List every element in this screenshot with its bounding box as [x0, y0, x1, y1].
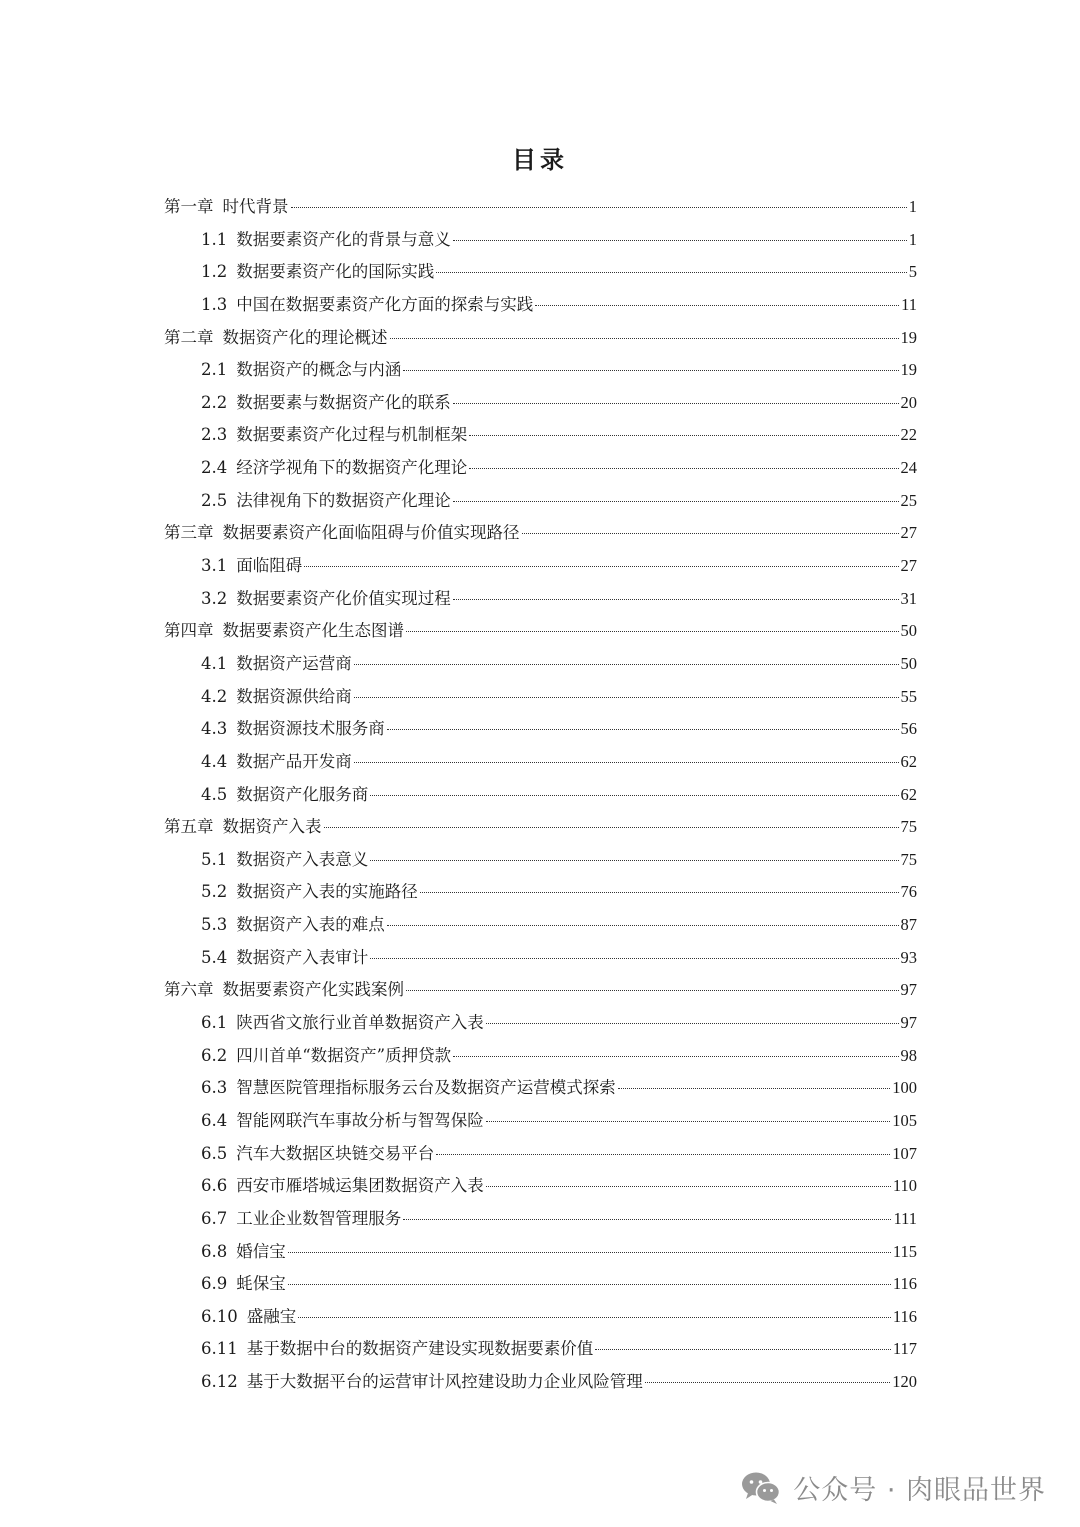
- toc-section-entry[interactable]: [164, 779, 917, 812]
- toc-dot-leader: [324, 826, 899, 828]
- toc-entry-label: 数据要素资产化价值实现过程: [236, 588, 451, 608]
- toc-entry-page: 97: [900, 980, 917, 1000]
- toc-dot-leader: [645, 1381, 891, 1383]
- toc-section-entry[interactable]: [164, 1170, 917, 1203]
- toc-section-entry[interactable]: [164, 354, 917, 387]
- toc-entry-label: 数据资产入表意义: [236, 849, 369, 869]
- toc-section-entry[interactable]: [164, 550, 917, 583]
- toc-entry-page: 105: [892, 1110, 917, 1130]
- toc-section-entry[interactable]: [164, 1007, 917, 1040]
- toc-chapter-entry[interactable]: [164, 191, 917, 224]
- toc-section-entry[interactable]: [164, 1040, 917, 1073]
- toc-entry-page: 55: [900, 686, 917, 706]
- toc-dot-leader: [370, 794, 898, 796]
- toc-entry-number: 1.3: [201, 294, 228, 314]
- toc-dot-leader: [486, 1185, 891, 1187]
- toc-entry-label: 数据资源技术服务商: [236, 719, 385, 739]
- toc-entry-label: 婚信宝: [236, 1241, 286, 1261]
- toc-entry-number: 6.5: [201, 1143, 228, 1163]
- toc-dot-leader: [390, 337, 899, 339]
- toc-entry-page: 116: [892, 1274, 917, 1294]
- toc-section-entry[interactable]: [164, 681, 917, 714]
- toc-section-entry[interactable]: [164, 289, 917, 322]
- toc-dot-leader: [403, 1218, 891, 1220]
- toc-entry-page: 31: [900, 588, 917, 608]
- toc-entry-page: 115: [892, 1241, 917, 1261]
- toc-section-entry[interactable]: [164, 1203, 917, 1236]
- toc-entry-number: 1.1: [201, 229, 228, 249]
- toc-section-entry[interactable]: [164, 1138, 917, 1171]
- toc-chapter-entry[interactable]: [164, 322, 917, 355]
- toc-dot-leader: [486, 1120, 891, 1122]
- toc-section-entry[interactable]: [164, 876, 917, 909]
- toc-entry-page: 98: [900, 1045, 917, 1065]
- toc-dot-leader: [370, 957, 898, 959]
- toc-entry-page: 19: [900, 327, 917, 347]
- toc-entry-number: 6.3: [201, 1078, 228, 1098]
- toc-entry-number: 4.3: [201, 719, 228, 739]
- toc-chapter-entry[interactable]: [164, 811, 917, 844]
- toc-section-entry[interactable]: [164, 452, 917, 485]
- toc-entry-label: 法律视角下的数据资产化理论: [236, 490, 451, 510]
- toc-entry-page: 117: [892, 1339, 917, 1359]
- toc-entry-page: 87: [900, 915, 917, 935]
- toc-entry-label: 工业企业数智管理服务: [236, 1208, 402, 1228]
- toc-dot-leader: [406, 630, 899, 632]
- toc-entry-number: 第六章: [164, 980, 214, 1000]
- toc-entry-page: 110: [892, 1176, 917, 1196]
- toc-entry-number: 2.3: [201, 425, 228, 445]
- toc-section-entry[interactable]: [164, 746, 917, 779]
- toc-chapter-entry[interactable]: [164, 615, 917, 648]
- toc-dot-leader: [522, 532, 899, 534]
- watermark: [741, 1468, 1046, 1507]
- toc-chapter-entry[interactable]: [164, 974, 917, 1007]
- toc-dot-leader: [288, 1283, 891, 1285]
- toc-entry-label: 陕西省文旅行业首单数据资产入表: [236, 1013, 484, 1033]
- toc-entry-number: 4.5: [201, 784, 228, 804]
- toc-section-entry[interactable]: [164, 419, 917, 452]
- toc-dot-leader: [436, 1153, 890, 1155]
- toc-entry-label: 基于数据中台的数据资产建设实现数据要素价值: [246, 1339, 594, 1359]
- toc-entry-label: 数据资产运营商: [236, 653, 352, 673]
- toc-entry-number: 5.4: [201, 947, 228, 967]
- toc-dot-leader: [304, 565, 898, 567]
- toc-entry-number: 6.12: [201, 1372, 238, 1392]
- toc-entry-label: 数据资产入表审计: [236, 947, 369, 967]
- toc-entry-number: 5.1: [201, 849, 228, 869]
- toc-entry-label: 数据资产入表的实施路径: [236, 882, 418, 902]
- toc-entry-page: 50: [900, 653, 917, 673]
- toc-dot-leader: [618, 1087, 891, 1089]
- toc-entry-page: 50: [900, 621, 917, 641]
- toc-entry-label: 数据要素资产化的国际实践: [236, 262, 435, 282]
- toc-entry-label: 经济学视角下的数据资产化理论: [236, 458, 468, 478]
- toc-dot-leader: [420, 891, 899, 893]
- toc-entry-label: 数据资产化的理论概述: [222, 327, 388, 347]
- toc-entry-number: 4.2: [201, 686, 228, 706]
- toc-entry-label: 数据要素资产化面临阻碍与价值实现路径: [222, 523, 520, 543]
- toc-entry-label: 数据要素资产化的背景与意义: [236, 229, 451, 249]
- toc-dot-leader: [453, 239, 907, 241]
- toc-entry-number: 第二章: [164, 327, 214, 347]
- toc-title: 目录: [512, 146, 568, 174]
- toc-entry-page: 5: [908, 262, 917, 282]
- toc-entry-page: 75: [900, 849, 917, 869]
- wechat-icon: [741, 1471, 781, 1505]
- toc-entry-label: 面临阻碍: [236, 556, 303, 576]
- toc-entry-label: 数据要素资产化过程与机制框架: [236, 425, 468, 445]
- toc-entry-label: 中国在数据要素资产化方面的探索与实践: [236, 294, 534, 314]
- toc-entry-number: 6.7: [201, 1208, 228, 1228]
- toc-entry-number: 5.3: [201, 915, 228, 935]
- toc-entry-label: 智能网联汽车事故分析与智驾保险: [236, 1110, 484, 1130]
- toc-entry-page: 1: [908, 197, 917, 216]
- toc-section-entry[interactable]: [164, 942, 917, 975]
- toc-entry-page: 76: [900, 882, 917, 902]
- toc-entry-number: 6.1: [201, 1013, 228, 1033]
- toc-entry-number: 1.2: [201, 262, 228, 282]
- toc-entry-number: 4.4: [201, 751, 228, 771]
- toc-entry-label: 蚝保宝: [236, 1274, 286, 1294]
- toc-entry-page: 56: [900, 719, 917, 739]
- toc-entry-label: 数据要素资产化实践案例: [222, 980, 404, 1000]
- toc-entry-number: 6.11: [201, 1339, 238, 1359]
- toc-entry-number: 第五章: [164, 817, 214, 837]
- toc-dot-leader: [387, 924, 899, 926]
- toc-dot-leader: [370, 859, 898, 861]
- toc-entry-number: 6.8: [201, 1241, 228, 1261]
- toc-section-entry[interactable]: [164, 1366, 917, 1399]
- toc-section-entry[interactable]: [164, 224, 917, 257]
- toc-entry-label: 数据资产入表: [222, 817, 322, 837]
- toc-entry-page: 62: [900, 784, 917, 804]
- toc-entry-number: 2.2: [201, 392, 228, 412]
- toc-entry-label: 智慧医院管理指标服务云台及数据资产运营模式探索: [236, 1078, 616, 1098]
- toc-entry-page: 75: [900, 817, 917, 837]
- toc-section-entry[interactable]: [164, 485, 917, 518]
- toc-entry-label: 数据资产化服务商: [236, 784, 369, 804]
- toc-entry-number: 第三章: [164, 523, 214, 543]
- toc-entry-label: 数据产品开发商: [236, 751, 352, 771]
- toc-entry-number: 6.9: [201, 1274, 228, 1294]
- toc-entry-number: 2.4: [201, 458, 228, 478]
- toc-entry-page: 111: [893, 1208, 917, 1228]
- toc-section-entry[interactable]: [164, 1072, 917, 1105]
- toc-dot-leader: [486, 1022, 899, 1024]
- toc-entry-page: 25: [900, 490, 917, 510]
- toc-dot-leader: [298, 1316, 891, 1318]
- toc-entry-page: 11: [901, 294, 917, 314]
- toc-section-entry[interactable]: [164, 583, 917, 616]
- toc-section-entry[interactable]: [164, 648, 917, 681]
- toc-dot-leader: [469, 434, 898, 436]
- toc-dot-leader: [288, 1251, 891, 1253]
- toc-entry-label: 数据资产的概念与内涵: [236, 360, 402, 380]
- toc-section-entry[interactable]: [164, 713, 917, 746]
- toc-entry-page: 116: [892, 1306, 917, 1326]
- toc-dot-leader: [436, 271, 907, 273]
- toc-entry-page: 20: [900, 392, 917, 412]
- toc-entry-page: 22: [900, 425, 917, 445]
- toc-entry-label: 数据要素与数据资产化的联系: [236, 392, 451, 412]
- toc-entry-page: 27: [900, 523, 917, 543]
- toc-section-entry[interactable]: [164, 387, 917, 420]
- toc-dot-leader: [387, 728, 899, 730]
- toc-entry-label: 时代背景: [222, 197, 289, 216]
- toc-section-entry[interactable]: [164, 1301, 917, 1334]
- toc-dot-leader: [595, 1348, 891, 1350]
- toc-section-entry[interactable]: [164, 909, 917, 942]
- toc-entry-number: 6.10: [201, 1306, 238, 1326]
- toc-entry-label: 基于大数据平台的运营审计风控建设助力企业风险管理: [246, 1372, 643, 1392]
- toc-dot-leader: [453, 1055, 898, 1057]
- toc-entry-number: 第四章: [164, 621, 214, 641]
- toc-entry-page: 24: [900, 458, 917, 478]
- toc-section-entry[interactable]: [164, 1268, 917, 1301]
- toc-entry-page: 1: [908, 229, 917, 249]
- toc-section-entry[interactable]: [164, 1236, 917, 1269]
- toc-entry-page: 97: [900, 1013, 917, 1033]
- toc-dot-leader: [535, 304, 899, 306]
- toc-dot-leader: [453, 598, 899, 600]
- toc-entry-page: 19: [900, 360, 917, 380]
- toc-dot-leader: [354, 663, 899, 665]
- toc-entry-number: 3.2: [201, 588, 228, 608]
- toc-entry-label: 汽车大数据区块链交易平台: [236, 1143, 435, 1163]
- toc-entry-number: 2.1: [201, 360, 228, 380]
- toc-entry-number: 6.6: [201, 1176, 228, 1196]
- toc-entry-label: 西安市雁塔城运集团数据资产入表: [236, 1176, 484, 1196]
- toc-dot-leader: [453, 402, 899, 404]
- toc-section-entry[interactable]: [164, 844, 917, 877]
- toc-entry-label: 数据要素资产化生态图谱: [222, 621, 404, 641]
- toc-entry-label: 数据资源供给商: [236, 686, 352, 706]
- toc-section-entry[interactable]: [164, 1105, 917, 1138]
- toc-entry-page: 107: [892, 1143, 917, 1163]
- toc-entry-page: 120: [892, 1372, 917, 1392]
- toc-entry-number: 2.5: [201, 490, 228, 510]
- toc-entry-label: 四川首单“数据资产”质押贷款: [236, 1045, 452, 1065]
- toc-section-entry[interactable]: [164, 256, 917, 289]
- toc-entry-number: 4.1: [201, 653, 228, 673]
- watermark-text: 公众号 · 肉眼品世界: [793, 1475, 1046, 1506]
- toc-dot-leader: [406, 989, 899, 991]
- toc-dot-leader: [354, 761, 899, 763]
- toc-entry-number: 6.2: [201, 1045, 228, 1065]
- toc-list: [164, 191, 917, 1399]
- toc-entry-label: 盛融宝: [246, 1306, 297, 1326]
- toc-entry-number: 5.2: [201, 882, 228, 902]
- toc-entry-number: 6.4: [201, 1110, 228, 1130]
- toc-entry-page: 62: [900, 751, 917, 771]
- toc-entry-page: 27: [900, 556, 917, 576]
- toc-entry-label: 数据资产入表的难点: [236, 915, 385, 935]
- toc-entry-page: 100: [892, 1078, 917, 1098]
- toc-section-entry[interactable]: [164, 1333, 917, 1366]
- toc-entry-number: 第一章: [164, 197, 214, 216]
- toc-entry-number: 3.1: [201, 556, 228, 576]
- toc-dot-leader: [354, 696, 899, 698]
- toc-dot-leader: [403, 369, 898, 371]
- toc-dot-leader: [453, 500, 899, 502]
- toc-dot-leader: [469, 467, 898, 469]
- toc-dot-leader: [291, 206, 907, 208]
- toc-chapter-entry[interactable]: [164, 517, 917, 550]
- toc-entry-page: 93: [900, 947, 917, 967]
